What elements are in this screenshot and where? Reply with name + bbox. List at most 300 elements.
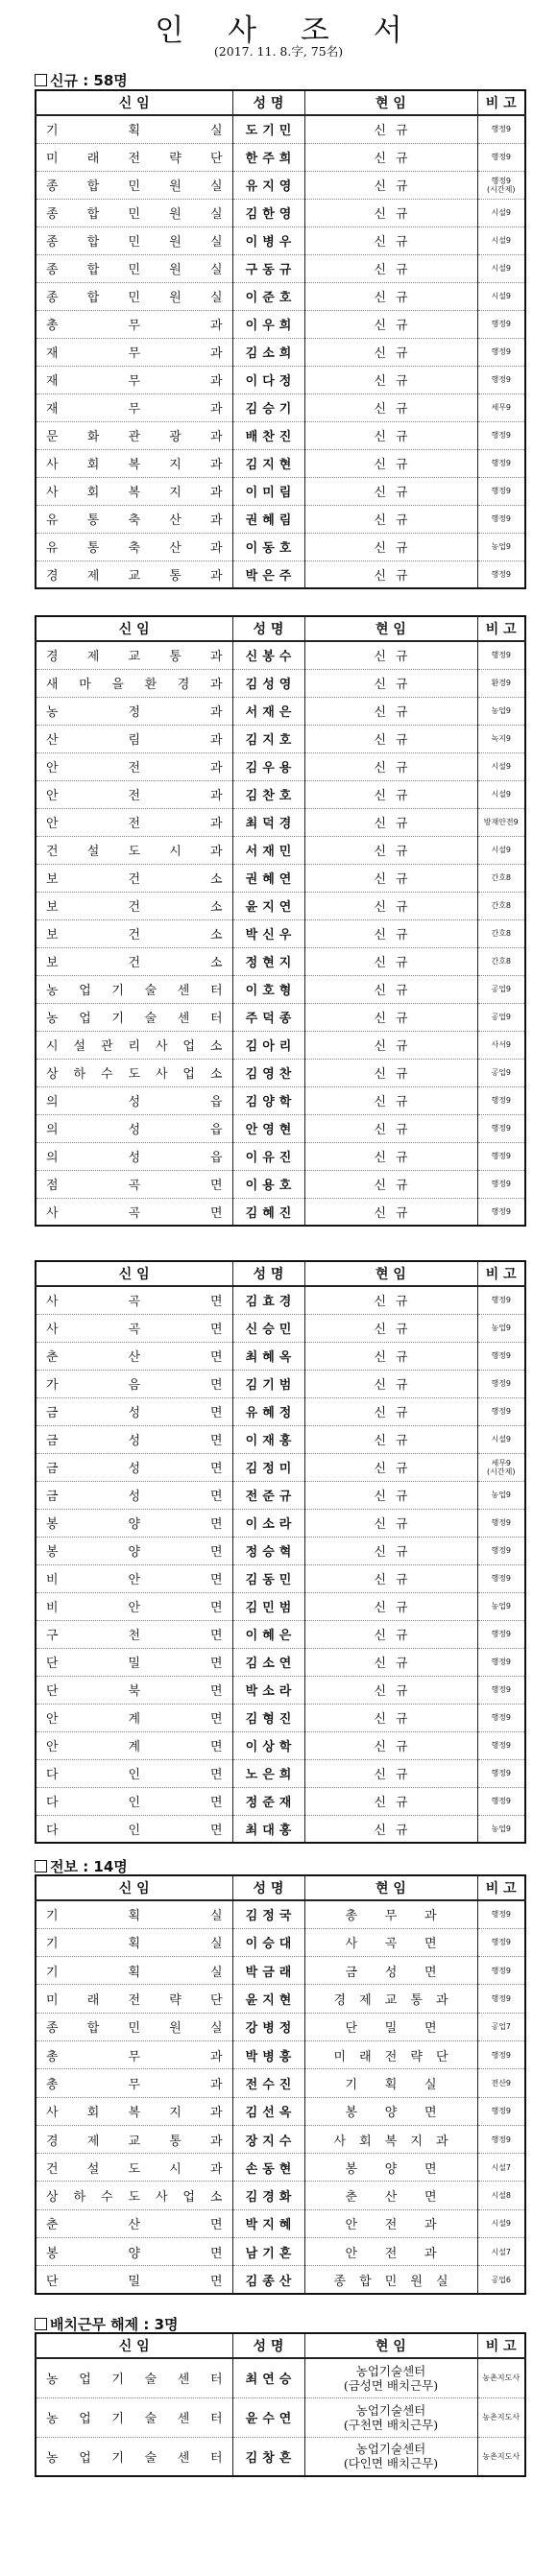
name-cell: 신승민	[232, 1314, 304, 1342]
current-post-cell: 신 규	[304, 1425, 477, 1453]
current-post-cell: 신 규	[304, 199, 477, 227]
name-cell: 이다정	[232, 366, 304, 394]
current-post-cell: 신 규	[304, 1370, 477, 1397]
note-cell: 시설9	[477, 2209, 525, 2237]
table-row	[36, 1453, 525, 1481]
current-post-cell: 신 규	[304, 394, 477, 421]
current-post-cell: 신 규	[304, 561, 477, 588]
new-post-cell: 안 전 과	[36, 752, 232, 780]
header-current-post: 현 임	[304, 616, 477, 641]
table-header-row	[36, 90, 525, 115]
new-post-cell: 기 획 실	[36, 1957, 232, 1985]
note-cell: 행정9	[477, 1537, 525, 1564]
name-cell: 남기혼	[232, 2238, 304, 2266]
checkbox-square-icon	[35, 74, 47, 86]
current-post-cell: 기 획 실	[304, 2069, 477, 2097]
table-row	[36, 477, 525, 505]
name-cell: 노은희	[232, 1759, 304, 1787]
table-row	[36, 808, 525, 836]
note-cell: 행정9	[477, 1731, 525, 1759]
name-cell: 권혜림	[232, 505, 304, 533]
table-row	[36, 2209, 525, 2237]
new-post-cell: 농 정 과	[36, 697, 232, 725]
table-row	[36, 561, 525, 588]
current-post-cell: 신 규	[304, 254, 477, 282]
header-new-post: 신 임	[36, 1875, 232, 1900]
name-cell: 윤지연	[232, 892, 304, 919]
new-post-cell: 다 인 면	[36, 1759, 232, 1787]
name-cell: 박소라	[232, 1676, 304, 1704]
current-post-cell: 신 규	[304, 449, 477, 477]
new-post-cell: 비 안 면	[36, 1564, 232, 1592]
table-row	[36, 1731, 525, 1759]
name-cell: 이병우	[232, 227, 304, 254]
name-cell: 이준호	[232, 282, 304, 310]
new-post-cell: 안 계 면	[36, 1731, 232, 1759]
table-row	[36, 1286, 525, 1314]
name-cell: 박은주	[232, 561, 304, 588]
name-cell: 김종산	[232, 2266, 304, 2294]
current-post-cell: 신 규	[304, 697, 477, 725]
table-header-row	[36, 1875, 525, 1900]
current-post-cell: 농업기술센터 (금성면 배치근무)	[304, 2358, 477, 2397]
personnel-table-new1	[35, 89, 526, 589]
new-post-cell: 봉 양 면	[36, 1537, 232, 1564]
name-cell: 김경화	[232, 2182, 304, 2209]
note-cell: 행정9	[477, 505, 525, 533]
name-cell: 도기민	[232, 115, 304, 143]
table-row	[36, 2182, 525, 2209]
new-post-cell: 단 밀 면	[36, 1648, 232, 1676]
table-row	[36, 1648, 525, 1676]
current-post-cell: 신 규	[304, 1731, 477, 1759]
note-cell: 방재안전9	[477, 808, 525, 836]
new-post-cell: 비 안 면	[36, 1592, 232, 1620]
current-post-cell: 신 규	[304, 892, 477, 919]
current-post-cell: 신 규	[304, 1397, 477, 1425]
checkbox-square-icon	[35, 1860, 47, 1872]
table-row	[36, 1676, 525, 1704]
header-note: 비 고	[477, 616, 525, 641]
name-cell: 이우희	[232, 310, 304, 338]
note-cell: 행정9	[477, 641, 525, 669]
note-cell: 행정9	[477, 1620, 525, 1648]
new-post-cell: 농 업 기 술 센 터	[36, 2358, 232, 2397]
personnel-table-new3	[35, 1260, 526, 1844]
name-cell: 이유진	[232, 1142, 304, 1170]
header-name: 성 명	[232, 1875, 304, 1900]
name-cell: 이재홍	[232, 1425, 304, 1453]
table-row	[36, 641, 525, 669]
name-cell: 김지호	[232, 725, 304, 752]
table-row	[36, 1170, 525, 1198]
current-post-cell: 신 규	[304, 1509, 477, 1537]
new-post-cell: 총 무 과	[36, 2069, 232, 2097]
table-row	[36, 1370, 525, 1397]
note-cell: 행정9	[477, 1509, 525, 1537]
current-post-cell: 신 규	[304, 725, 477, 752]
name-cell: 최혜옥	[232, 1342, 304, 1370]
name-cell: 김효경	[232, 1286, 304, 1314]
name-cell: 이상학	[232, 1731, 304, 1759]
checkbox-square-icon	[35, 2318, 47, 2330]
new-post-cell: 농 업 기 술 센 터	[36, 975, 232, 1003]
note-cell: 행정9	[477, 1114, 525, 1142]
name-cell: 김민범	[232, 1592, 304, 1620]
new-post-cell: 농 업 기 술 센 터	[36, 2397, 232, 2437]
note-cell: 행정9	[477, 1957, 525, 1985]
personnel-table-transfer	[35, 1874, 526, 2295]
current-post-cell: 신 규	[304, 641, 477, 669]
current-post-cell: 신 규	[304, 1286, 477, 1314]
header-note: 비 고	[477, 90, 525, 115]
current-post-cell: 총 무 과	[304, 1900, 477, 1928]
current-post-cell: 신 규	[304, 477, 477, 505]
name-cell: 이용호	[232, 1170, 304, 1198]
current-post-cell: 신 규	[304, 115, 477, 143]
note-cell: 행정9	[477, 115, 525, 143]
note-cell: 시설8	[477, 2182, 525, 2209]
note-cell: 행정9	[477, 2125, 525, 2153]
table-row	[36, 394, 525, 421]
header-name: 성 명	[232, 2333, 304, 2358]
new-post-cell: 금 성 면	[36, 1425, 232, 1453]
table-row	[36, 282, 525, 310]
note-cell: 시설9	[477, 282, 525, 310]
table-row	[36, 864, 525, 892]
current-post-cell: 신 규	[304, 1481, 477, 1509]
note-cell: 농업9	[477, 1592, 525, 1620]
name-cell: 강병정	[232, 2013, 304, 2040]
name-cell: 김성영	[232, 669, 304, 697]
current-post-cell: 신 규	[304, 310, 477, 338]
table-row	[36, 1592, 525, 1620]
current-post-cell: 단 밀 면	[304, 2013, 477, 2040]
current-post-cell: 신 규	[304, 780, 477, 808]
new-post-cell: 보 건 소	[36, 864, 232, 892]
new-post-cell: 재 무 과	[36, 394, 232, 421]
name-cell: 최연승	[232, 2358, 304, 2397]
current-post-cell: 신 규	[304, 1342, 477, 1370]
note-cell: 행정9	[477, 1704, 525, 1731]
note-cell: 환경9	[477, 669, 525, 697]
new-post-cell: 유 통 축 산 과	[36, 533, 232, 561]
note-cell: 행정9	[477, 1342, 525, 1370]
note-cell: 행정9	[477, 1900, 525, 1928]
name-cell: 박병흥	[232, 2040, 304, 2068]
table-row	[36, 2013, 525, 2040]
current-post-cell: 신 규	[304, 1759, 477, 1787]
table-header-row	[36, 616, 525, 641]
name-cell: 김우용	[232, 752, 304, 780]
note-cell: 행정9	[477, 1397, 525, 1425]
name-cell: 김정미	[232, 1453, 304, 1481]
current-post-cell: 안 전 과	[304, 2238, 477, 2266]
current-post-cell: 신 규	[304, 1114, 477, 1142]
new-post-cell: 종 합 민 원 실	[36, 199, 232, 227]
new-post-cell: 안 전 과	[36, 808, 232, 836]
name-cell: 김한영	[232, 199, 304, 227]
note-cell: 행정9	[477, 1759, 525, 1787]
name-cell: 김기범	[232, 1370, 304, 1397]
table-row	[36, 780, 525, 808]
new-post-cell: 경 제 교 통 과	[36, 561, 232, 588]
note-cell: 행정9	[477, 1985, 525, 2013]
current-post-cell: 금 성 면	[304, 1957, 477, 1985]
new-post-cell: 건 설 도 시 과	[36, 836, 232, 864]
current-post-cell: 농업기술센터 (구천면 배치근무)	[304, 2397, 477, 2437]
name-cell: 윤수연	[232, 2397, 304, 2437]
new-post-cell: 봉 양 면	[36, 2238, 232, 2266]
name-cell: 신봉수	[232, 641, 304, 669]
new-post-cell: 보 건 소	[36, 919, 232, 947]
new-post-cell: 유 통 축 산 과	[36, 505, 232, 533]
header-new-post: 신 임	[36, 1261, 232, 1286]
section-heading-new	[35, 70, 128, 90]
table-row	[36, 1481, 525, 1509]
note-cell: 행정9	[477, 561, 525, 588]
table-row	[36, 2125, 525, 2153]
note-cell: 행정9	[477, 1787, 525, 1815]
note-cell: 세무9 (시간제)	[477, 1453, 525, 1481]
current-post-cell: 신 규	[304, 1704, 477, 1731]
new-post-cell: 금 성 면	[36, 1481, 232, 1509]
current-post-cell: 신 규	[304, 171, 477, 199]
table-row	[36, 2069, 525, 2097]
table-row	[36, 975, 525, 1003]
note-cell: 행정9	[477, 1198, 525, 1226]
note-cell: 시설7	[477, 2238, 525, 2266]
note-cell: 행정9	[477, 143, 525, 171]
note-cell: 행정9	[477, 1086, 525, 1114]
table-row	[36, 254, 525, 282]
note-cell: 농업9	[477, 533, 525, 561]
table-row	[36, 2097, 525, 2125]
note-cell: 행정9 (시간제)	[477, 171, 525, 199]
current-post-cell: 신 규	[304, 947, 477, 975]
name-cell: 이승대	[232, 1928, 304, 1956]
current-post-cell: 봉 양 면	[304, 2097, 477, 2125]
name-cell: 최덕경	[232, 808, 304, 836]
current-post-cell: 신 규	[304, 1170, 477, 1198]
table-row	[36, 1957, 525, 1985]
table-row	[36, 752, 525, 780]
new-post-cell: 보 건 소	[36, 947, 232, 975]
name-cell: 주덕종	[232, 1003, 304, 1031]
new-post-cell: 종 합 민 원 실	[36, 171, 232, 199]
header-current-post: 현 임	[304, 1261, 477, 1286]
note-cell: 공업9	[477, 975, 525, 1003]
note-cell: 시설9	[477, 254, 525, 282]
note-cell: 사서9	[477, 1031, 525, 1059]
table-row	[36, 505, 525, 533]
table-row	[36, 1620, 525, 1648]
table-row	[36, 1198, 525, 1226]
current-post-cell: 종 합 민 원 실	[304, 2266, 477, 2294]
note-cell: 공업7	[477, 2013, 525, 2040]
note-cell: 간호8	[477, 892, 525, 919]
new-post-cell: 사 회 복 지 과	[36, 449, 232, 477]
table-row	[36, 1003, 525, 1031]
header-current-post: 현 임	[304, 90, 477, 115]
new-post-cell: 의 성 읍	[36, 1086, 232, 1114]
note-cell: 행정9	[477, 310, 525, 338]
note-cell: 시설9	[477, 780, 525, 808]
note-cell: 행정9	[477, 1564, 525, 1592]
current-post-cell: 신 규	[304, 1003, 477, 1031]
name-cell: 이호형	[232, 975, 304, 1003]
note-cell: 행정9	[477, 366, 525, 394]
current-post-cell: 신 규	[304, 1086, 477, 1114]
table-header-row	[36, 2333, 525, 2358]
note-cell: 행정9	[477, 477, 525, 505]
note-cell: 간호8	[477, 864, 525, 892]
name-cell: 김지현	[232, 449, 304, 477]
name-cell: 김소연	[232, 1648, 304, 1676]
table-row	[36, 2238, 525, 2266]
table-row	[36, 449, 525, 477]
current-post-cell: 신 규	[304, 669, 477, 697]
current-post-cell: 신 규	[304, 1031, 477, 1059]
name-cell: 이혜은	[232, 1620, 304, 1648]
header-note: 비 고	[477, 1261, 525, 1286]
header-name: 성 명	[232, 90, 304, 115]
new-post-cell: 사 곡 면	[36, 1286, 232, 1314]
table-row	[36, 1900, 525, 1928]
new-post-cell: 시 설 관 리 사 업 소	[36, 1031, 232, 1059]
new-post-cell: 건 설 도 시 과	[36, 2154, 232, 2182]
new-post-cell: 사 회 복 지 과	[36, 477, 232, 505]
new-post-cell: 경 제 교 통 과	[36, 641, 232, 669]
table-row	[36, 421, 525, 449]
header-new-post: 신 임	[36, 616, 232, 641]
note-cell: 농업9	[477, 1314, 525, 1342]
name-cell: 김정국	[232, 1900, 304, 1928]
current-post-cell: 신 규	[304, 338, 477, 366]
current-post-cell: 신 규	[304, 919, 477, 947]
current-post-cell: 신 규	[304, 421, 477, 449]
name-cell: 이미림	[232, 477, 304, 505]
current-post-cell: 신 규	[304, 864, 477, 892]
name-cell: 김창흔	[232, 2437, 304, 2476]
note-cell: 공업9	[477, 1059, 525, 1086]
note-cell: 행정9	[477, 1370, 525, 1397]
section-heading-transfer	[35, 1856, 128, 1876]
note-cell: 시설9	[477, 836, 525, 864]
new-post-cell: 새 마 을 환 경 과	[36, 669, 232, 697]
table-row	[36, 2154, 525, 2182]
new-post-cell: 종 합 민 원 실	[36, 254, 232, 282]
name-cell: 김찬호	[232, 780, 304, 808]
name-cell: 장지수	[232, 2125, 304, 2153]
header-name: 성 명	[232, 616, 304, 641]
header-note: 비 고	[477, 1875, 525, 1900]
note-cell: 시설9	[477, 227, 525, 254]
current-post-cell: 신 규	[304, 282, 477, 310]
name-cell: 서재은	[232, 697, 304, 725]
note-cell: 세무9	[477, 394, 525, 421]
note-cell: 전산9	[477, 2069, 525, 2097]
table-row	[36, 697, 525, 725]
table-row	[36, 338, 525, 366]
table-row	[36, 115, 525, 143]
table-header-row	[36, 1261, 525, 1286]
header-name: 성 명	[232, 1261, 304, 1286]
current-post-cell: 신 규	[304, 1592, 477, 1620]
current-post-cell: 신 규	[304, 808, 477, 836]
current-post-cell: 신 규	[304, 1059, 477, 1086]
new-post-cell: 금 성 면	[36, 1397, 232, 1425]
table-row	[36, 725, 525, 752]
note-cell: 행정9	[477, 1676, 525, 1704]
current-post-cell: 신 규	[304, 1314, 477, 1342]
note-cell: 행정9	[477, 421, 525, 449]
new-post-cell: 문 화 관 광 과	[36, 421, 232, 449]
header-new-post: 신 임	[36, 90, 232, 115]
new-post-cell: 사 곡 면	[36, 1314, 232, 1342]
table-row	[36, 1314, 525, 1342]
note-cell: 농촌지도사	[477, 2397, 525, 2437]
new-post-cell: 안 계 면	[36, 1704, 232, 1731]
new-post-cell: 의 성 읍	[36, 1114, 232, 1142]
name-cell: 윤지현	[232, 1985, 304, 2013]
table-row	[36, 1509, 525, 1537]
note-cell: 간호8	[477, 947, 525, 975]
current-post-cell: 신 규	[304, 1142, 477, 1170]
section-heading-text: 배치근무 해제 : 3명	[50, 2316, 179, 2333]
name-cell: 한주희	[232, 143, 304, 171]
new-post-cell: 경 제 교 통 과	[36, 2125, 232, 2153]
note-cell: 행정9	[477, 2040, 525, 2068]
table-row	[36, 1564, 525, 1592]
name-cell: 김동민	[232, 1564, 304, 1592]
name-cell: 정준재	[232, 1787, 304, 1815]
table-row	[36, 892, 525, 919]
note-cell: 행정9	[477, 1928, 525, 1956]
name-cell: 이소라	[232, 1509, 304, 1537]
new-post-cell: 기 획 실	[36, 115, 232, 143]
current-post-cell: 신 규	[304, 1620, 477, 1648]
new-post-cell: 사 곡 면	[36, 1198, 232, 1226]
new-post-cell: 재 무 과	[36, 338, 232, 366]
name-cell: 최대홍	[232, 1815, 304, 1843]
name-cell: 김소희	[232, 338, 304, 366]
current-post-cell: 신 규	[304, 1648, 477, 1676]
new-post-cell: 보 건 소	[36, 892, 232, 919]
note-cell: 공업6	[477, 2266, 525, 2294]
note-cell: 행정9	[477, 1142, 525, 1170]
table-row	[36, 199, 525, 227]
new-post-cell: 종 합 민 원 실	[36, 227, 232, 254]
current-post-cell: 봉 양 면	[304, 2154, 477, 2182]
new-post-cell: 의 성 읍	[36, 1142, 232, 1170]
section-heading-text: 신규 : 58명	[50, 72, 128, 89]
name-cell: 김승기	[232, 394, 304, 421]
current-post-cell: 신 규	[304, 975, 477, 1003]
note-cell: 행정9	[477, 449, 525, 477]
current-post-cell: 춘 산 면	[304, 2182, 477, 2209]
current-post-cell: 안 전 과	[304, 2209, 477, 2237]
document-title: 인 사 조 서	[155, 13, 420, 48]
note-cell: 시설7	[477, 2154, 525, 2182]
new-post-cell: 춘 산 면	[36, 1342, 232, 1370]
new-post-cell: 기 획 실	[36, 1928, 232, 1956]
current-post-cell: 신 규	[304, 1198, 477, 1226]
current-post-cell: 신 규	[304, 752, 477, 780]
table-row	[36, 1425, 525, 1453]
note-cell: 농촌지도사	[477, 2437, 525, 2476]
new-post-cell: 상 하 수 도 사 업 소	[36, 1059, 232, 1086]
